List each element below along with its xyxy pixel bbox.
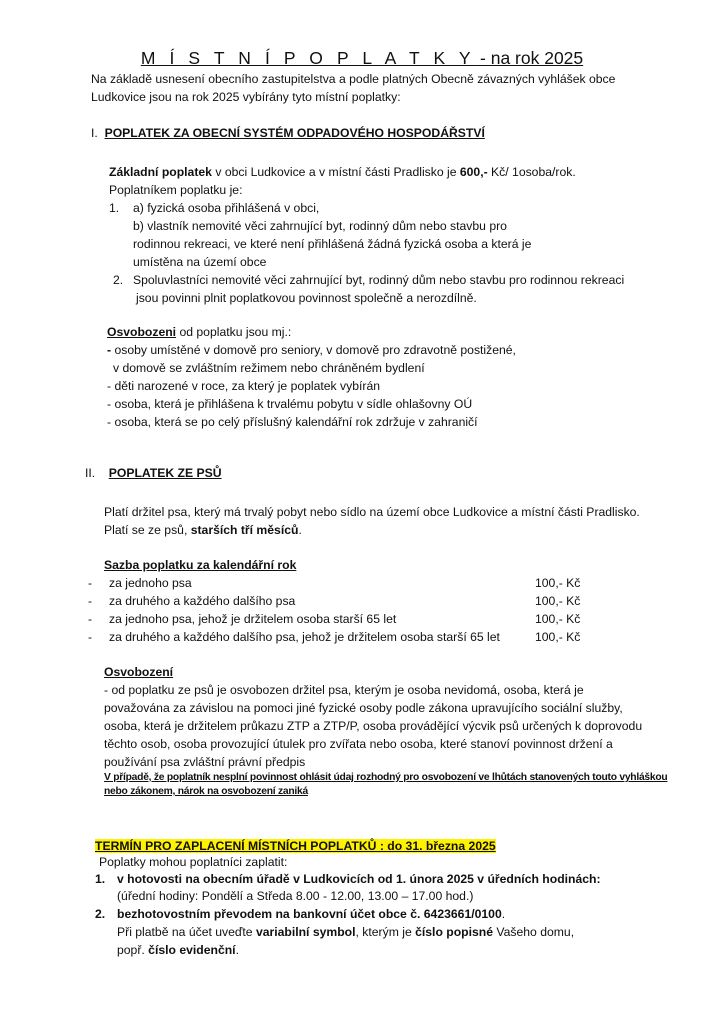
dog-age-end: . — [298, 523, 302, 537]
bank-account-text: bezhotovostním převodem na bankovní účet obce č. 6423661/0100 — [117, 907, 502, 921]
exemption-label: Osvobozeni — [107, 325, 177, 339]
payer-item-1b-line2: rodinnou rekreaci, ve které není přihlášená žádná fyzická osoba a která je — [133, 237, 532, 251]
rate-dash: - — [88, 630, 93, 644]
payer-item-1a: a) fyzická osoba přihlášená v obci, — [133, 201, 320, 215]
section2-number: II. — [85, 466, 96, 480]
payer-item-2-number: 2. — [113, 273, 124, 287]
payer-item-1-number: 1. — [109, 201, 120, 215]
rate-price: 100,- Kč — [535, 576, 581, 590]
intro-line-2: Ludkovice jsou na rok 2025 vybírány tyto místní poplatky: — [91, 90, 401, 104]
note-text: , kterým je — [355, 925, 416, 939]
exemption-dash: - — [107, 343, 112, 357]
rate-dash: - — [88, 612, 93, 626]
exemption-heading — [107, 324, 291, 340]
payer-item-1b-line3: umístěna na území obce — [133, 255, 267, 269]
intro-line-1: Na základě usnesení obecního zastupitelstva a podle platných Obecně závazných vyhlášek obce — [91, 72, 616, 86]
section1-heading — [91, 125, 485, 141]
house-number: číslo popisné — [415, 925, 493, 939]
rate-dash: - — [88, 594, 93, 608]
exemption-item-2: - děti narozené v roce, za který je poplatek vybírán — [107, 379, 381, 393]
basic-fee-amount: 600,- — [459, 165, 488, 179]
exemption-item-1-line2: v domově se zvláštním režimem nebo chráněném bydlení — [113, 361, 425, 375]
note-text: popř. — [117, 943, 149, 957]
payer-item-2-line2: jsou povinni plnit poplatkovou povinnost společně a nerozdílně. — [136, 291, 477, 305]
basic-fee-text: v obci Ludkovice a v místní části Pradlisko je — [211, 165, 460, 179]
dog-payer-line2 — [104, 522, 302, 538]
payment-intro: Poplatky mohou poplatníci zaplatit: — [99, 855, 288, 869]
dog-payer-line1: Platí držitel psa, který má trvalý pobyt nebo sídlo na území obce Ludkovice a místní části Pradlisko. — [104, 505, 640, 519]
section2-title: POPLATEK ZE PSŮ — [108, 466, 222, 480]
rate-label: za druhého a každého dalšího psa, jehož je držitelem osoba starší 65 let — [109, 630, 500, 644]
dog-age-text: Platí se ze psů, — [104, 523, 191, 537]
dog-exemption-warning-line2: nebo zákonem, nárok na osvobození zaniká — [104, 786, 308, 797]
rate-label: za jednoho psa — [109, 576, 192, 590]
exemption-text: od poplatku jsou mj.: — [176, 325, 292, 339]
rate-label: za jednoho psa, jehož je držitelem osoba starší 65 let — [109, 612, 397, 626]
rate-price: 100,- Kč — [535, 630, 581, 644]
basic-fee-line — [109, 164, 576, 180]
payment-note-line1 — [117, 924, 574, 940]
payment-method-1-number: 1. — [95, 872, 106, 886]
payer-item-1b-line1: b) vlastník nemovité věci zahrnující byt, rodinný dům nebo stavbu pro — [133, 219, 507, 233]
payment-method-1: v hotovosti na obecním úřadě v Ludkovicích od 1. února 2025 v úředních hodinách: — [117, 872, 601, 886]
exemption-item-1-line1: osoby umístěné v domově pro seniory, v domově pro zdravotně postižené, — [111, 343, 516, 357]
rate-price: 100,- Kč — [535, 594, 581, 608]
dog-exemption-line: - od poplatku ze psů je osvobozen držitel psa, kterým je osoba nevidomá, osoba, která je — [104, 683, 584, 697]
bank-account-end: . — [501, 907, 506, 921]
payer-intro: Poplatníkem poplatku je: — [109, 183, 243, 197]
dog-exemption-warning-line1: V případě, že poplatník nesplní povinnost ohlásit údaj rozhodný pro osvobození ve lhůtách stanovených touto vyhláškou — [104, 772, 668, 783]
payment-deadline-highlight: TERMÍN PRO ZAPLACENÍ MÍSTNÍCH POPLATKŮ : do 31. března 2025 — [95, 839, 496, 853]
office-hours: (úřední hodiny: Pondělí a Středa 8.00 - 12.00, 13.00 – 17.00 hod.) — [117, 889, 474, 903]
payer-item-2-line1: Spoluvlastníci nemovité věci zahrnující byt, rodinný dům nebo stavbu pro rodinnou rekreaci — [133, 273, 625, 287]
dog-exemption-line: považována za závislou na pomoci jiné fyzické osoby podle zákona upravujícího sociální služby, — [104, 701, 623, 715]
payment-method-2-number: 2. — [95, 907, 106, 921]
payment-note-line2 — [117, 942, 239, 958]
variable-symbol: variabilní symbol — [255, 925, 356, 939]
dog-exemption-line: osoba, která je držitelem průkazu ZTP a ZTP/P, osoba provádějící výcvik psů určených k doprovodu — [104, 719, 643, 733]
section1-title: POPLATEK ZA OBECNÍ SYSTÉM ODPADOVÉHO HOSPODÁŘSTVÍ — [104, 126, 485, 140]
rate-dash: - — [88, 576, 93, 590]
exemption-item-1 — [107, 342, 516, 358]
basic-fee-unit: Kč/ 1osoba/rok. — [487, 165, 576, 179]
note-text: Vašeho domu, — [493, 925, 575, 939]
evidence-number: číslo evidenční — [148, 943, 236, 957]
section2-heading — [85, 465, 222, 481]
note-text: . — [235, 943, 239, 957]
dog-exemption-line: používání psa zvláštní právní předpis — [104, 755, 306, 769]
payment-method-2 — [117, 906, 505, 922]
section1-number: I. — [91, 126, 98, 140]
rate-price: 100,- Kč — [535, 612, 581, 626]
dog-exemption-line: těchto osob, osoba provozující útulek pro zvířata nebo osoba, které stanoví povinnost držení a — [104, 737, 613, 751]
rate-label: za druhého a každého dalšího psa — [109, 594, 296, 608]
exemption-item-3: - osoba, která je přihlášena k trvalému pobytu v sídle ohlašovny OÚ — [107, 397, 473, 411]
payment-deadline-heading — [95, 838, 496, 854]
basic-fee-label: Základní poplatek — [109, 165, 212, 179]
exemption-item-4: - osoba, která se po celý příslušný kalendářní rok zdržuje v zahraničí — [107, 415, 478, 429]
note-text: Při platbě na účet uveďte — [117, 925, 256, 939]
page-title: M Í S T N Í P O P L A T K Y - na rok 2025 — [140, 48, 584, 68]
dog-age-bold: starších tří měsíců — [190, 523, 299, 537]
dog-exemption-heading: Osvobození — [104, 665, 174, 679]
rate-heading: Sazba poplatku za kalendářní rok — [104, 558, 297, 572]
